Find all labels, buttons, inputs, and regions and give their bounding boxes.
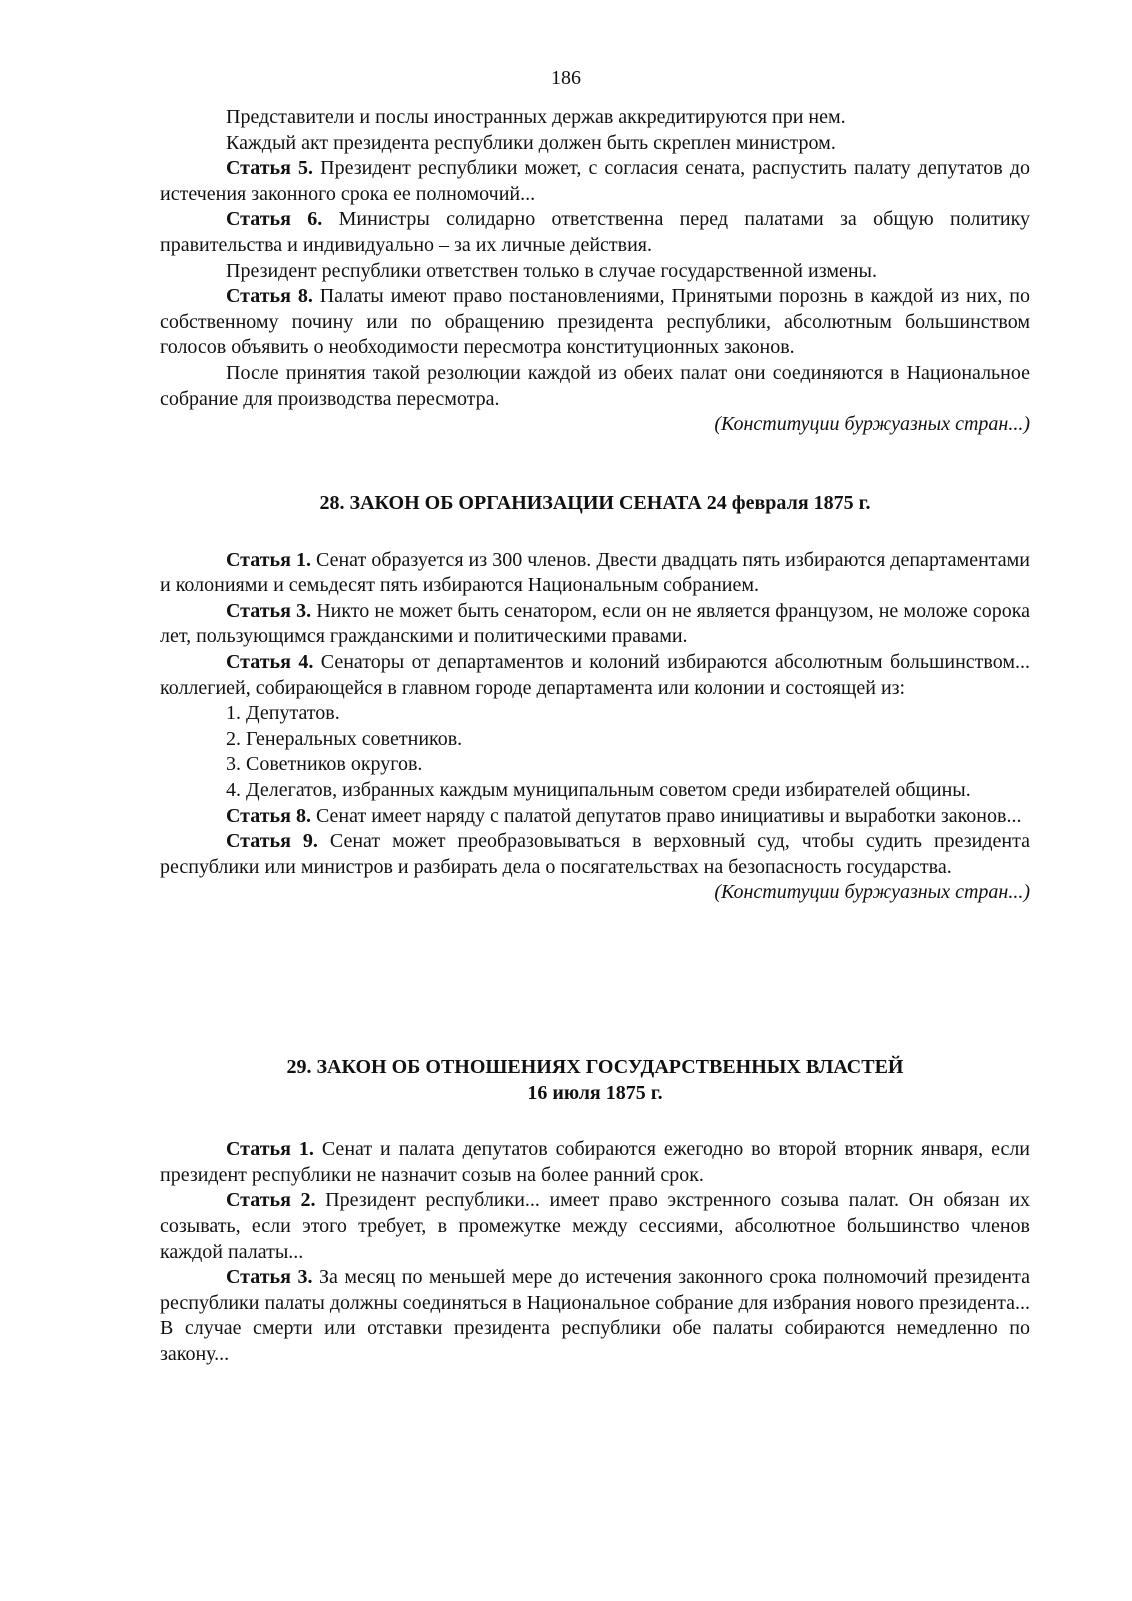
article-text: Президент республики... имеет право экстренного созыва палат. Он обязан их созывать, если этого требует, в промежутке между сессиями, абсолютное большинство членов каждой палаты... xyxy=(160,1189,1030,1263)
article-3 xyxy=(160,599,1030,650)
source-citation: (Конституции буржуазных стран...) xyxy=(714,881,1030,904)
article-label: Статья 4. xyxy=(226,650,314,673)
article-label: Статья 8. xyxy=(226,804,311,827)
article-label: Статья 3. xyxy=(226,1266,313,1289)
powers-law-body xyxy=(160,1137,1030,1367)
powers-law-section xyxy=(160,1055,1030,1368)
section-heading: 29. ЗАКОН ОБ ОТНОШЕНИЯХ ГОСУДАРСТВЕННЫХ ВЛАСТЕЙ xyxy=(286,1056,904,1078)
article-text: Сенат имеет наряду с палатой депутатов право инициативы и выработки законов... xyxy=(310,804,1022,827)
list-item: 4. Делегатов, избранных каждым муниципальным советом среди избирателей общины. xyxy=(226,778,971,801)
article-9 xyxy=(160,829,1030,880)
list-item: 1. Депутатов. xyxy=(226,702,340,725)
article-2 xyxy=(160,1188,1030,1265)
article-label: Статья 2. xyxy=(226,1189,316,1212)
paragraph: Представители и послы иностранных держав аккредитируются при нем. xyxy=(226,106,846,128)
article-1 xyxy=(160,1137,1030,1188)
article-label: Статья 1. xyxy=(226,1138,314,1161)
article-8 xyxy=(160,804,1030,830)
article-label: Статья 5. xyxy=(226,157,314,180)
article-text: Никто не может быть сенатором, если он не является французом, не моложе сорока лет, пользующимся гражданскими и политическими правами. xyxy=(160,599,1031,648)
paragraph: Президент республики ответствен только в случае государственной измены. xyxy=(226,259,877,282)
article-label: Статья 3. xyxy=(226,599,312,622)
article-text: Сенат и палата депутатов собираются ежегодно во второй вторник января, если президент республики не назначит созыв на более ранний срок. xyxy=(160,1138,1031,1186)
article-text: Министры солидарно ответственна перед палатами за общую политику правительства и индивидуально – за их личные действия. xyxy=(160,208,1030,256)
article-text: Палаты имеют право постановлениями, Принятыми порознь в каждой из них, по собственному почину или по обращению президента республики, абсолютным большинством голосов объявить о необходимости пересмотра конституционных законов. xyxy=(160,285,1030,359)
article-label: Статья 1. xyxy=(226,548,311,571)
article-6 xyxy=(160,207,1030,258)
article-label: Статья 6. xyxy=(226,208,323,231)
article-5 xyxy=(160,156,1030,207)
article-1 xyxy=(160,548,1030,599)
article-text: Президент республики может, с согласия сената, распустить палату депутатов до истечения законного срока ее полномочий... xyxy=(160,157,1030,205)
list-item: 2. Генеральных советников. xyxy=(226,727,463,750)
page-number: 186 xyxy=(551,67,581,89)
source-citation: (Конституции буржуазных стран...) xyxy=(714,413,1030,436)
section-heading: 28. ЗАКОН ОБ ОРГАНИЗАЦИИ СЕНАТА 24 февраля 1875 г. xyxy=(319,492,871,514)
paragraph: Каждый акт президента республики должен быть скреплен министром. xyxy=(226,131,836,154)
senate-law-body xyxy=(160,548,1030,906)
article-text: Сенат образуется из 300 членов. Двести двадцать пять избираются департаментами и колониями и семьдесят пять избираются Национальным собранием. xyxy=(160,548,1030,597)
article-label: Статья 8. xyxy=(226,285,313,308)
intro-section xyxy=(160,105,1030,438)
article-text: Сенаторы от департаментов и колоний избираются абсолютным большинством... коллегией, собирающейся в главном городе департамента или колонии и состоящей из: xyxy=(160,650,1030,699)
article-text: Сенат может преобразовываться в верховный суд, чтобы судить президента республики или министров и разбирать дела о посягательствах на безопасность государства. xyxy=(160,830,1030,878)
article-3 xyxy=(160,1265,1030,1367)
section-heading-date: 16 июля 1875 г. xyxy=(527,1081,663,1104)
paragraph: После принятия такой резолюции каждой из обеих палат они соединяются в Национальное собрание для производства пересмотра. xyxy=(160,361,1030,410)
article-4 xyxy=(160,650,1030,701)
senate-law-section xyxy=(160,491,1030,906)
list-item: 3. Советников округов. xyxy=(226,753,423,776)
article-label: Статья 9. xyxy=(226,830,318,853)
article-8 xyxy=(160,284,1030,361)
article-text: За месяц по меньшей мере до истечения законного срока полномочий президента республики палаты должны соединяться в Национальное собрание для избрания нового президента... В случае смерти или отставки президента республики обе палаты собираются немедленно по закону... xyxy=(160,1266,1030,1365)
